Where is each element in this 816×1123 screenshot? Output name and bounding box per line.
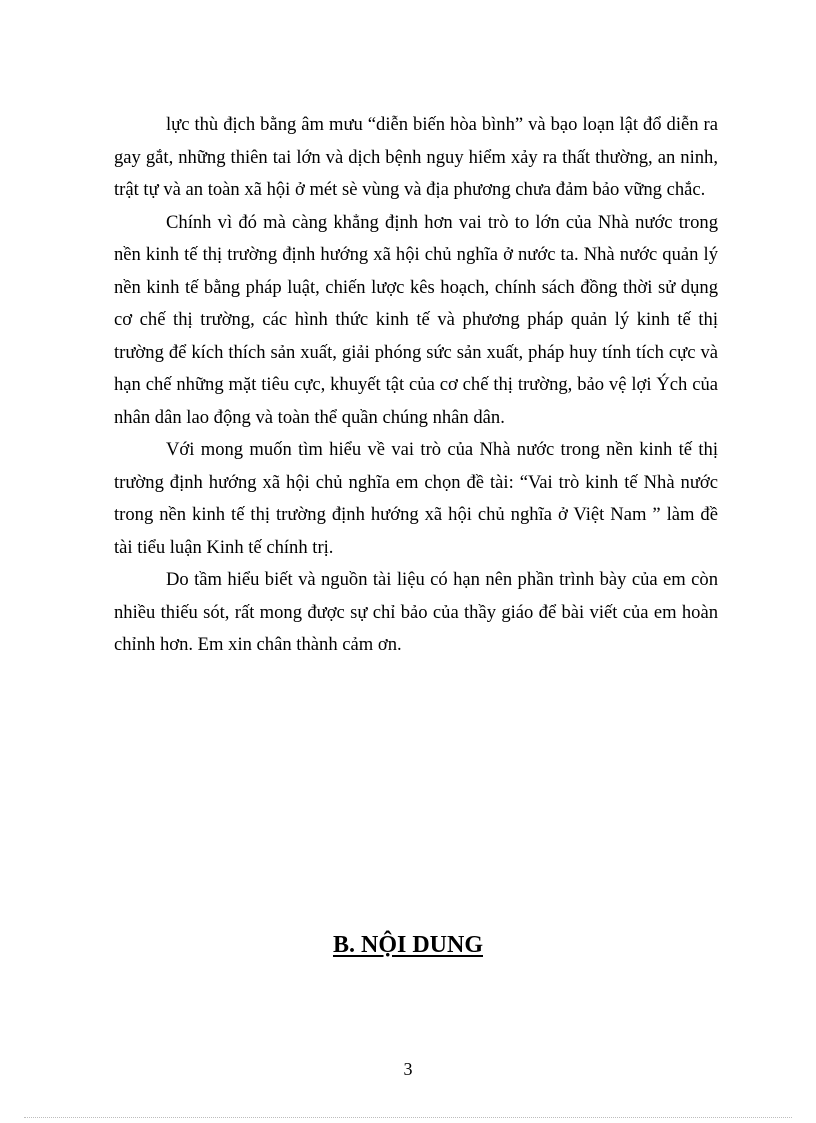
body-text [114,109,718,662]
section-heading: B. NỘI DUNG [332,932,483,958]
page-number: 3 [403,1059,413,1079]
paragraph-continuation: lực thù địch bằng âm mưu “diễn biến hòa bình” và bạo loạn lật đổ diễn ra gay gắt, những thiên tai lớn và dịch bệnh nguy hiểm xảy ra thất thường, an ninh, trật tự và an toàn xã hội ở mét sè vùng và địa phương chưa đảm bảo vững chắc. [114,114,718,200]
paragraph-state-role: Chính vì đó mà càng khẳng định hơn vai trò to lớn của Nhà nước trong nền kinh tế thị trường định hướng xã hội chủ nghĩa ở nước ta. Nhà nước quản lý nền kinh tế bằng pháp luật, chiến lược kês hoạch, chính sách đồng thời sử dụng cơ chế thị trường, các hình thức kinh tế và phương pháp quản lý kinh tế thị trường để kích thích sản xuất, giải phóng sức sản xuất, pháp huy tính tích cực và hạn chế những mặt tiêu cực, khuyết tật của cơ chế thị trường, bảo vệ lợi Ých của nhân dân lao động và toàn thể quần chúng nhân dân. [114,211,718,428]
paragraph-topic-choice: Với mong muốn tìm hiểu về vai trò của Nhà nước trong nền kinh tế thị trường định hướng xã hội chủ nghĩa em chọn đề tài: “Vai trò kinh tế Nhà nước trong nền kinh tế thị trường định hướng xã hội chủ nghĩa ở Việt Nam ” làm đề tài tiểu luận Kinh tế chính trị. [114,439,718,558]
page-bottom-divider [24,1117,792,1118]
paragraph-acknowledgement: Do tầm hiểu biết và nguồn tài liệu có hạn nên phần trình bày của em còn nhiều thiếu sót, rất mong được sự chỉ bảo của thầy giáo để bài viết của em hoàn chỉnh hơn. Em xin chân thành cảm ơn. [114,569,718,655]
